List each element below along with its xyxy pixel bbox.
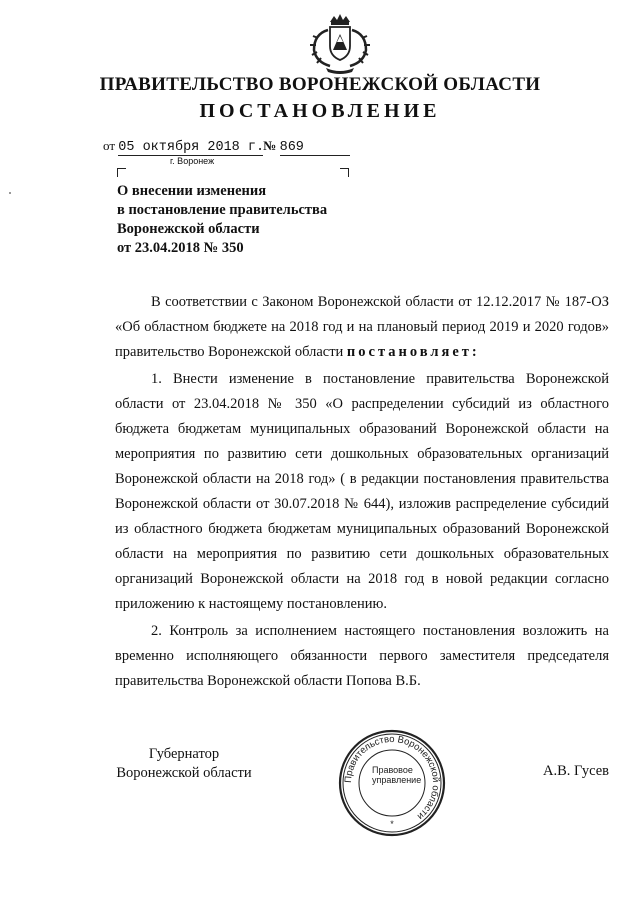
document-date: 05 октября 2018 г. <box>118 140 265 155</box>
stamp-ring-text: Правительство Воронежской области <box>342 733 442 822</box>
document-subject <box>117 182 417 258</box>
stamp-center-line: управление <box>372 775 422 785</box>
city: г. Воронеж <box>170 156 215 166</box>
preamble-text: В соответствии с Законом Воронежской области от 12.12.2017 № 187-ОЗ «Об областном бюджете на 2018 год и на плановый период 2019 и 2020 годов» правительство Воронежской области <box>115 294 609 360</box>
subject-bracket-left <box>117 168 126 177</box>
subject-line: Воронежской области <box>117 221 260 237</box>
margin-mark <box>9 192 11 194</box>
stamp-center-line: Правовое <box>372 765 413 775</box>
from-label: от <box>103 138 116 153</box>
decree-word: постановляет: <box>346 344 480 360</box>
subject-line: от 23.04.2018 № 350 <box>117 240 244 256</box>
stamp-star-icon: * <box>390 819 394 829</box>
item-2-paragraph: 2. Контроль за исполнением настоящего постановления возложить на временно исполняющего обязанности первого заместителя председателя правительства Воронежской области Попова В.Б. <box>115 623 609 689</box>
number-label: № <box>263 138 277 153</box>
signatory-name: А.В. Гусев <box>543 763 609 779</box>
subject-line: в постановление правительства <box>117 202 328 218</box>
date-number-line <box>103 138 350 156</box>
document-type: ПОСТАНОВЛЕНИЕ <box>199 100 441 122</box>
document-number: 869 <box>280 141 350 156</box>
stamp-center-text <box>372 765 422 785</box>
subject-line: О внесении изменения <box>117 183 267 199</box>
coat-of-arms-icon <box>300 12 380 76</box>
subject-bracket-right <box>340 168 349 177</box>
signatory-title <box>115 745 253 783</box>
signatory-title-line: Воронежской области <box>116 765 252 781</box>
government-title: ПРАВИТЕЛЬСТВО ВОРОНЕЖСКОЙ ОБЛАСТИ <box>99 74 541 95</box>
item-1-paragraph: 1. Внести изменение в постановление правительства Воронежской области от 23.04.2018 № 350 «О распределении субсидий из областного бюджета бюджетам муниципальных образований Воронежской области на мероприятия по развитию сети дошкольных образовательных организаций Воронежской области на 2018 год» ( в редакции постановления правительства Воронежской области от 30.07.2018 № 644), изложив распределение субсидий из областного бюджета бюджетам муниципальных образований Воронежской области на мероприятия по развитию сети дошкольных образовательных организаций Воронежской области на 2018 год в новой редакции согласно приложению к настоящему постановлению. <box>115 371 609 612</box>
preamble-paragraph <box>115 290 609 365</box>
signatory-title-line: Губернатор <box>148 746 220 762</box>
